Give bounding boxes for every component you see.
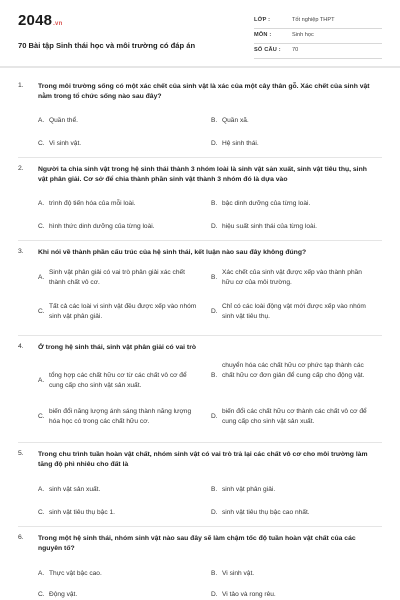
option-letter: A.: [38, 377, 45, 384]
question-5: [18, 450, 382, 526]
question-text: Trong chu trình tuần hoàn vật chất, nhóm sinh vật có vai trò trả lại các chất vô cơ cho môi trường làm tăng độ phì nhiêu cho đất là: [38, 451, 368, 468]
meta-value: Tốt nghiệp THPT: [292, 17, 335, 23]
option-letter: B.: [211, 570, 218, 577]
option-letter: D.: [211, 413, 218, 420]
question-separator: [18, 442, 382, 443]
logo-text: 2048: [18, 12, 53, 29]
option-text: Vi sinh vật.: [49, 140, 82, 147]
header-divider: [0, 66, 400, 68]
question-separator: [18, 240, 382, 241]
meta-key: SỐ CÂU :: [254, 47, 281, 53]
document-title: 70 Bài tập Sinh thái học và môi trường có đáp án: [18, 41, 196, 50]
option-letter: D.: [211, 140, 218, 147]
option-text: tổng hợp các chất hữu cơ từ các chất vô cơ để cung cấp cho sinh vật sản xuất.: [49, 372, 187, 389]
option-letter: A.: [38, 200, 45, 207]
question-number: 5.: [18, 450, 24, 457]
option-text: Tất cả các loài vi sinh vật đều được xếp vào nhóm sinh vật phân giải.: [49, 303, 197, 320]
option-letter: B.: [211, 274, 218, 281]
question-text: Ở trong hệ sinh thái, sinh vật phân giải có vai trò: [38, 344, 196, 351]
option-text: sinh vật sản xuất.: [49, 486, 101, 493]
meta-key: LỚP :: [254, 17, 271, 23]
option-text: Sinh vật phân giải có vai trò phân giải xác chết thành chất vô cơ.: [49, 269, 185, 286]
option-text: Vi tảo và rong rêu.: [222, 591, 276, 598]
option-text: trình độ tiến hóa của mỗi loài.: [49, 200, 136, 207]
meta-table: [254, 14, 382, 59]
meta-value: Sinh học: [292, 32, 314, 38]
option-letter: A.: [38, 570, 45, 577]
option-letter: C.: [38, 509, 45, 516]
option-letter: A.: [38, 117, 45, 124]
option-text: biến đổi năng lượng ánh sáng thành năng lượng hóa học có trong các chất hữu cơ.: [49, 408, 192, 425]
option-text: Động vật.: [49, 591, 78, 598]
question-separator: [18, 335, 382, 336]
option-letter: C.: [38, 413, 45, 420]
option-letter: A.: [38, 274, 45, 281]
option-text: sinh vật phân giải.: [222, 486, 276, 493]
logo-domain: .vn: [53, 21, 63, 27]
option-letter: D.: [211, 509, 218, 516]
option-text: bậc dinh dưỡng của từng loài.: [222, 200, 311, 207]
option-text: Quần thể.: [49, 117, 78, 124]
option-text: Thực vật bậc cao.: [49, 570, 102, 577]
option-letter: A.: [38, 486, 45, 493]
option-letter: B.: [211, 200, 218, 207]
option-text: sinh vật tiêu thụ bậc 1.: [49, 509, 115, 516]
option-letter: B.: [211, 372, 218, 379]
question-6: [18, 534, 382, 600]
question-2: [18, 165, 382, 241]
option-text: hiệu suất sinh thái của từng loài.: [222, 223, 317, 230]
option-letter: C.: [38, 223, 45, 230]
option-letter: C.: [38, 308, 45, 315]
option-text: biến đổi các chất hữu cơ thành các chất vô cơ để cung cấp cho sinh vật sản xuất.: [222, 408, 367, 425]
question-number: 2.: [18, 165, 24, 172]
page-header: [18, 10, 382, 58]
option-letter: B.: [211, 117, 218, 124]
option-text: hình thức dinh dưỡng của từng loài.: [49, 223, 155, 230]
question-4: [18, 343, 382, 443]
question-1: [18, 82, 382, 158]
option-text: Quần xã.: [222, 117, 249, 124]
question-number: 1.: [18, 82, 24, 89]
meta-row-class: [254, 14, 382, 29]
site-logo[interactable]: [18, 12, 62, 29]
question-number: 4.: [18, 343, 24, 350]
meta-row-count: [254, 44, 382, 59]
option-text: Vi sinh vật.: [222, 570, 255, 577]
option-letter: B.: [211, 486, 218, 493]
question-text: Trong một hệ sinh thái, nhóm sinh vật nào sau đây sẽ làm chậm tốc độ tuần hoàn vật chất của các nguyên tố?: [38, 535, 356, 552]
question-text: Trong môi trường sống có một xác chết của sinh vật là xác của một cây thân gỗ. Xác chết của sinh vật nằm trong tổ chức sống nào sau đây?: [38, 83, 370, 100]
question-number: 6.: [18, 534, 24, 541]
option-text: chuyển hóa các chất hữu cơ phức tạp thành các chất hữu cơ đơn giản để cung cấp cho động vật.: [222, 362, 365, 379]
option-letter: D.: [211, 591, 218, 598]
option-letter: C.: [38, 140, 45, 147]
question-text: Người ta chia sinh vật trong hệ sinh thái thành 3 nhóm loài là sinh vật sản xuất, sinh vật tiêu thụ, sinh vật phân giải. Cơ sở để chia thành phần sinh vật thành 3 nhóm đó là dựa vào: [38, 166, 367, 183]
option-text: Hệ sinh thái.: [222, 140, 259, 147]
meta-key: MÔN :: [254, 32, 272, 38]
option-text: sinh vật tiêu thụ bậc cao nhất.: [222, 509, 310, 516]
option-letter: C.: [38, 591, 45, 598]
question-number: 3.: [18, 248, 24, 255]
question-3: [18, 248, 382, 334]
option-letter: D.: [211, 308, 218, 315]
question-separator: [18, 157, 382, 158]
option-text: Chỉ có các loài động vật mới được xếp vào nhóm sinh vật tiêu thụ.: [222, 303, 366, 320]
option-letter: D.: [211, 223, 218, 230]
meta-value: 70: [292, 47, 299, 53]
question-separator: [18, 526, 382, 527]
question-text: Khi nói về thành phần cấu trúc của hệ sinh thái, kết luận nào sau đây không đúng?: [38, 249, 307, 256]
option-text: Xác chết của sinh vật được xếp vào thành phần hữu cơ của môi trường.: [222, 269, 362, 286]
meta-row-subject: [254, 29, 382, 44]
